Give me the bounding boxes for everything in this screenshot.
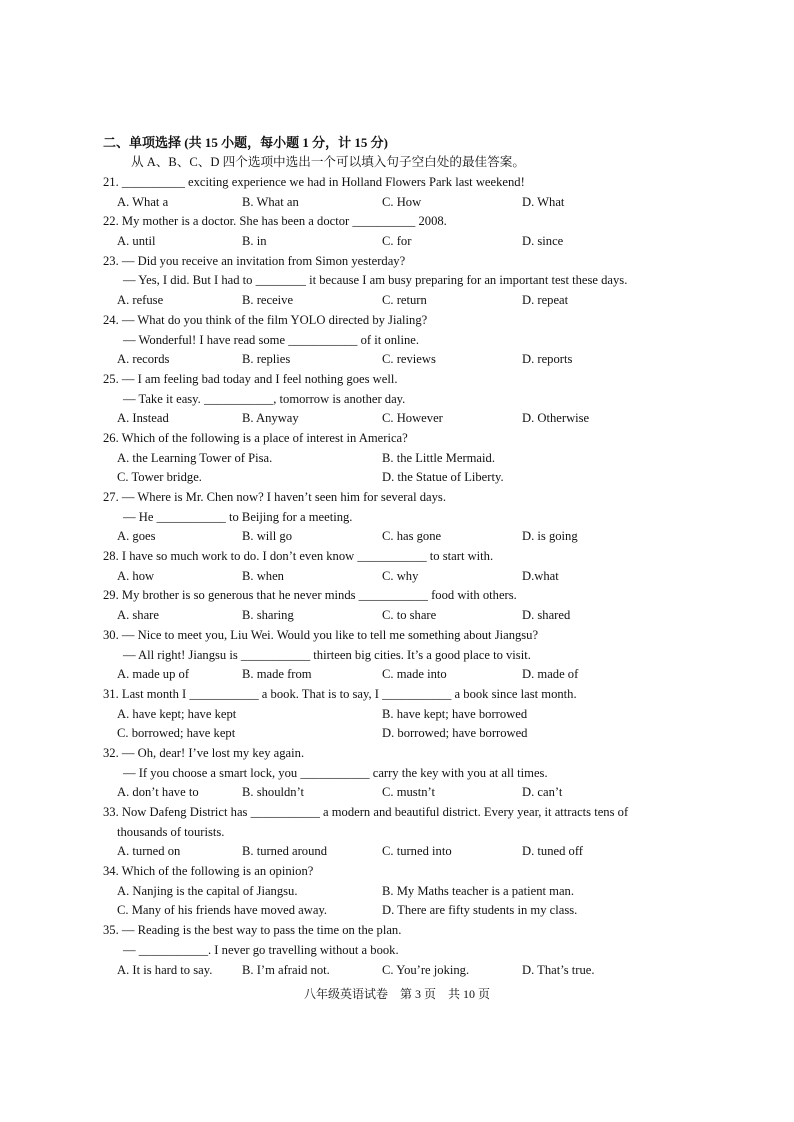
options-row [103,291,703,311]
question-item [103,429,703,488]
options-row [103,409,703,429]
question-list [103,173,703,980]
options-row [103,606,703,626]
option-c: C. why [382,568,419,583]
question-stem: 31. Last month I ___________ a book. That is to say, I ___________ a book since last month. [103,686,577,701]
options-row [103,961,703,981]
question-stem: 34. Which of the following is an opinion? [103,864,314,879]
option-b: B. shouldn’t [242,785,305,800]
option-d: D. shared [522,608,571,623]
option-d: D. repeat [522,293,569,308]
options-row [103,783,703,803]
options-row [103,705,703,725]
question-item [103,803,703,862]
option-c: C. made into [382,667,447,682]
option-b: B. I’m afraid not. [242,962,330,977]
option-d: D. There are fifty students in my class. [382,903,578,918]
question-item [103,212,703,251]
options-row [103,724,703,744]
options-row [103,232,703,252]
option-b: B. in [242,234,267,249]
option-d: D. is going [522,529,578,544]
option-c: C. mustn’t [382,785,435,800]
option-a: A. until [117,234,156,249]
option-b: B. have kept; have borrowed [382,706,528,721]
option-c: C. borrowed; have kept [117,726,236,741]
question-item [103,626,703,685]
question-stem-continued: — Take it easy. ___________, tomorrow is another day. [123,391,406,406]
option-a: A. It is hard to say. [117,962,213,977]
option-c: C. Tower bridge. [117,470,202,485]
option-c: C. You’re joking. [382,962,470,977]
options-row [103,665,703,685]
option-c: C. to share [382,608,437,623]
question-item [103,862,703,921]
option-b: B. sharing [242,608,294,623]
option-d: D. What [522,194,565,209]
option-a: A. What a [117,194,169,209]
option-a: A. Nanjing is the capital of Jiangsu. [117,883,298,898]
option-a: A. Instead [117,411,169,426]
question-stem: 25. — I am feeling bad today and I feel nothing goes well. [103,371,398,386]
option-a: A. don’t have to [117,785,199,800]
option-d: D.what [522,568,559,583]
question-stem: 32. — Oh, dear! I’ve lost my key again. [103,745,305,760]
options-row [103,468,703,488]
option-b: B. replies [242,352,291,367]
option-d: D. since [522,234,564,249]
options-row [103,527,703,547]
question-item [103,921,703,980]
question-item [103,370,703,429]
question-stem: 24. — What do you think of the film YOLO directed by Jialing? [103,312,428,327]
question-stem: 29. My brother is so generous that he never minds ___________ food with others. [103,588,517,603]
page-footer: 八年级英语试卷 第 3 页 共 10 页 [303,987,490,1001]
option-a: A. turned on [117,844,181,859]
option-c: C. for [382,234,412,249]
option-b: B. when [242,568,284,583]
question-stem-continued: — ___________. I never go travelling without a book. [123,942,399,957]
options-row [103,901,703,921]
option-d: D. Otherwise [522,411,590,426]
options-row [103,842,703,862]
question-item [103,586,703,625]
option-c: C. reviews [382,352,436,367]
option-a: A. how [117,568,155,583]
option-b: B. will go [242,529,293,544]
option-c: C. return [382,293,427,308]
question-stem: 26. Which of the following is a place of interest in America? [103,430,408,445]
option-d: D. made of [522,667,579,682]
question-stem: 33. Now Dafeng District has ___________ a modern and beautiful district. Every year, it attracts tens of [103,805,629,819]
option-c: C. turned into [382,844,452,859]
option-a: A. records [117,352,170,367]
option-b: B. made from [242,667,312,682]
option-a: A. goes [117,529,156,544]
option-a: A. have kept; have kept [117,706,237,721]
question-stem: 28. I have so much work to do. I don’t even know ___________ to start with. [103,549,494,564]
option-d: D. can’t [522,785,563,800]
option-a: A. the Learning Tower of Pisa. [117,450,273,465]
question-stem-continued: — Yes, I did. But I had to ________ it because I am busy preparing for an important test these days. [123,273,628,288]
options-row [103,567,703,587]
question-stem-continued: — All right! Jiangsu is ___________ thirteen big cities. It’s a good place to visit. [123,647,531,662]
option-b: B. turned around [242,844,327,859]
option-c: C. has gone [382,529,442,544]
option-b: B. the Little Mermaid. [382,450,495,465]
question-item [103,252,703,311]
option-d: D. tuned off [522,844,583,859]
option-b: B. Anyway [242,411,299,426]
question-item [103,547,703,586]
option-a: A. refuse [117,293,164,308]
question-stem-continued: — He ___________ to Beijing for a meeting. [123,509,353,524]
option-d: D. the Statue of Liberty. [382,470,504,485]
question-item [103,173,703,212]
option-a: A. made up of [117,667,190,682]
question-stem-continued: — If you choose a smart lock, you ___________ carry the key with you at all times. [123,765,548,780]
option-c: C. Many of his friends have moved away. [117,903,328,918]
question-item [103,488,703,547]
option-c: C. However [382,411,443,426]
question-stem: 35. — Reading is the best way to pass the time on the plan. [103,923,402,938]
question-item [103,744,703,803]
options-row [103,193,703,213]
section-instruction: 从 A、B、C、D 四个选项中选出一个可以填入句子空白处的最佳答案。 [131,155,525,169]
option-c: C. How [382,194,422,209]
section-title: 二、单项选择 (共 15 小题，每小题 1 分，计 15 分) [103,135,388,150]
options-row [103,449,703,469]
question-item [103,685,703,744]
options-row [103,882,703,902]
option-a: A. share [117,608,159,623]
question-stem-continued: — Wonderful! I have read some ___________ of it online. [123,332,420,347]
question-stem: 27. — Where is Mr. Chen now? I haven’t seen him for several days. [103,490,446,504]
option-b: B. receive [242,293,294,308]
option-d: D. reports [522,352,573,367]
question-stem: 22. My mother is a doctor. She has been a doctor __________ 2008. [103,214,447,229]
option-d: D. borrowed; have borrowed [382,726,528,741]
question-stem: 21. __________ exciting experience we had in Holland Flowers Park last weekend! [103,175,525,189]
option-d: D. That’s true. [522,962,595,977]
question-stem: 30. — Nice to meet you, Liu Wei. Would you like to tell me something about Jiangsu? [103,627,539,642]
question-stem-continued: thousands of tourists. [117,824,225,839]
option-b: B. My Maths teacher is a patient man. [382,883,575,898]
options-row [103,350,703,370]
question-item [103,311,703,370]
question-stem: 23. — Did you receive an invitation from Simon yesterday? [103,253,406,268]
option-b: B. What an [242,194,299,209]
